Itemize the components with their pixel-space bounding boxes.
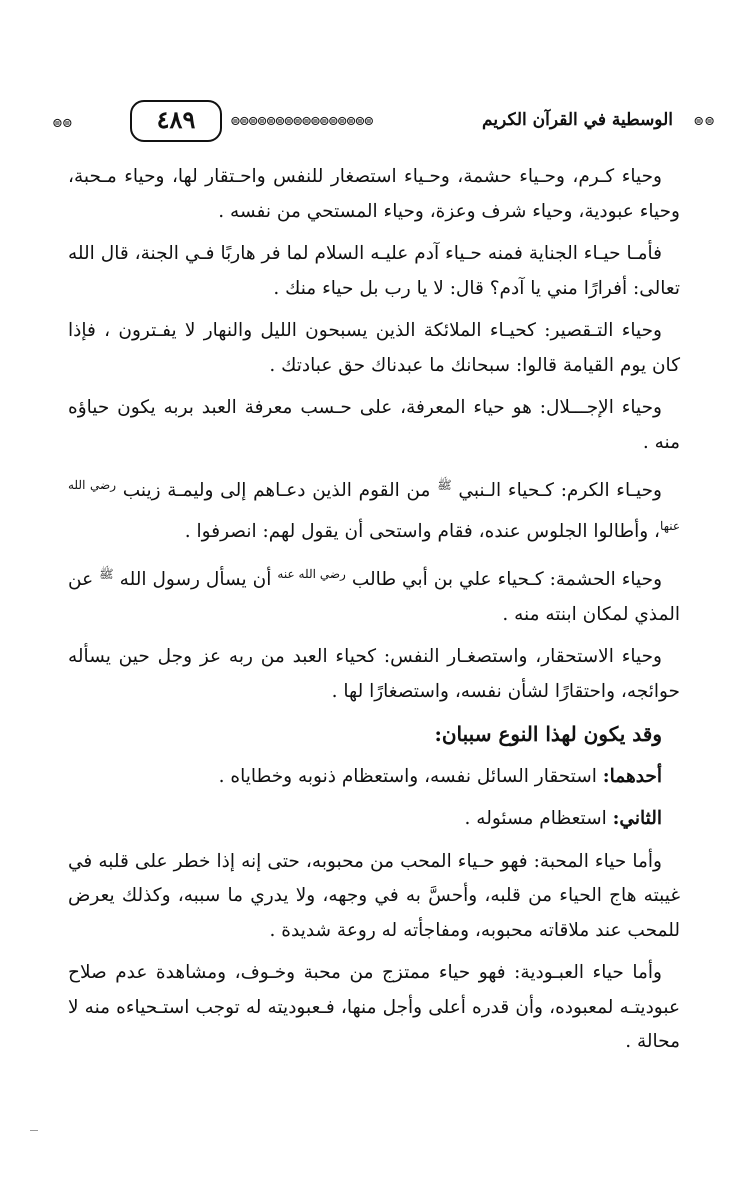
- paragraph-types-of-modesty: وحياء كـرم، وحـياء حشمة، وحـياء استصغار للنفس واحـتقار لها، وحياء مـحبة، وحياء عبودية، وحياء شرف وعزة، وحياء المستحي من نفسه .: [68, 166, 680, 222]
- text-segment: ، وأطالوا الجلوس عنده، فقام واستحى أن يقول لهم: انصرفوا .: [184, 520, 661, 542]
- text-segment: وحياء الحشمة: كـحياء علي بن أبي طالب: [351, 569, 663, 591]
- paragraph-decency-modesty: [68, 557, 680, 632]
- paragraph-love-modesty: وأما حياء المحبة: فهو حـياء المحب من محبوبه، حتى إنه إذا خطر على قلبه في غيبته هاج الحياء من قلبه، وأحسَّ به في وجهه، ولا يدري ما سببه، وكذلك يعرض للمحب عند ملاقاته محبوبه، ومفاجأته له روعة شديدة .: [68, 850, 680, 941]
- page-number: ٤٨٩: [156, 105, 196, 134]
- header-ornament-band: ⊜⊜⊜⊜⊜⊜⊜⊜⊜⊜⊜⊜⊜⊜⊜⊜: [230, 114, 373, 129]
- honorific-mark: ﷺ: [437, 478, 452, 492]
- text-segment: عن المذي لمكان ابنته منه .: [68, 569, 680, 625]
- text-segment: وحيـاء الكرم: كـحياء الـنبي: [458, 480, 662, 502]
- text-segment: من القوم الذين دعـاهم إلى وليمـة زينب: [122, 480, 431, 502]
- book-title: الوسطية في القرآن الكريم: [482, 110, 673, 130]
- reason-two-text: استعظام مسئوله .: [464, 808, 613, 830]
- paragraph-generosity-modesty: [68, 468, 680, 549]
- paragraph-reverence-modesty: وحياء الإجـــلال: هو حياء المعرفة، على حـسب معرفة العبد بربه يكون حياؤه منه .: [68, 397, 680, 453]
- paragraph-self-belittling-modesty: وحياء الاستحقار، واستصغـار النفس: كحياء العبد من ربه عز وجل حين يسأله حوائجه، واحتقارًا لشأن نفسه، واستصغارًا لها .: [68, 646, 680, 702]
- honorific-mark: رضي الله عنه: [277, 567, 346, 582]
- running-header: [40, 96, 715, 152]
- paragraph-shortcoming-modesty: وحياء التـقصير: كحيـاء الملائكة الذين يسبحون الليل والنهار لا يفـترون ، فإذا كان يوم القيامة قالوا: سبحانك ما عبدناك حق عبادتك .: [68, 320, 680, 376]
- paragraph-servitude-modesty: وأما حياء العبـودية: فهو حياء ممتزج من محبة وخـوف، ومشاهدة عدم صلاح عبوديتـه لمعبوده، وأن قدره أعلى وأجل منها، فـعبوديته له توجب استـحياءه منه لا محالة .: [68, 962, 680, 1053]
- text-segment: أن يسأل رسول الله: [119, 569, 272, 591]
- section-heading: وقد يكون لهذا النوع سببان:: [434, 722, 662, 747]
- header-ornament-right: ⊜⊜: [693, 114, 715, 129]
- reason-two: [68, 802, 680, 837]
- reason-one: [68, 760, 680, 795]
- paragraph-crime-modesty: فأمـا حيـاء الجناية فمنه حـياء آدم عليـه السلام لما فر هاربًا فـي الجنة، قال الله تعالى: أفرارًا مني يا آدم؟ قال: لا يا رب بل حياء منك .: [68, 243, 680, 299]
- reason-one-text: استحقار السائل نفسه، واستعظام ذنوبه وخطاياه .: [218, 765, 603, 787]
- scan-mark: [30, 1130, 38, 1131]
- reason-one-label: أحدهما:: [602, 765, 662, 787]
- page-body: [68, 160, 680, 1068]
- honorific-mark: ﷺ: [99, 567, 114, 582]
- honorific-mark: رضي الله عنها: [68, 478, 680, 533]
- header-ornament-left: ⊜⊜: [52, 116, 72, 131]
- reason-two-label: الثاني:: [612, 808, 662, 830]
- page-number-box: [130, 100, 222, 142]
